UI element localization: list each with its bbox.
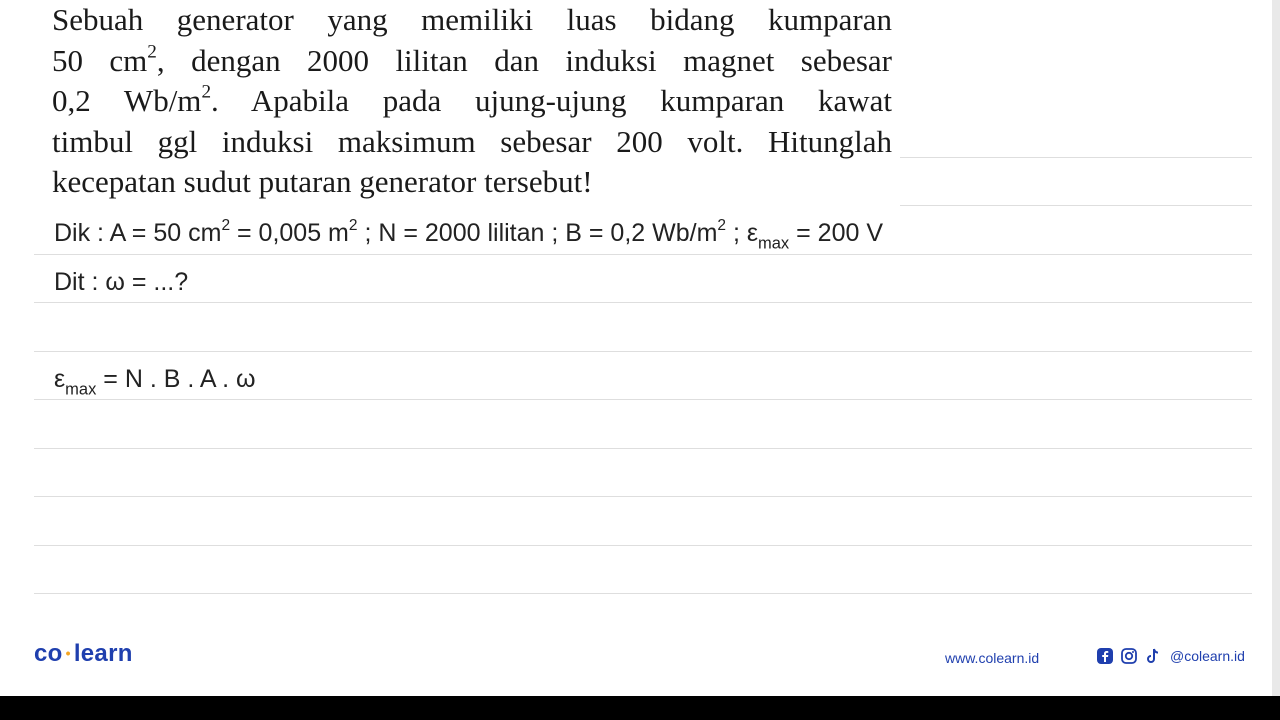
ruled-line bbox=[900, 205, 1252, 206]
social-links bbox=[1096, 647, 1245, 665]
question-text bbox=[52, 0, 892, 203]
website-url: www.colearn.id bbox=[945, 650, 1040, 666]
known-fragment: Dik : A = 50 cm bbox=[54, 219, 222, 247]
instagram-icon bbox=[1120, 647, 1138, 665]
bottom-black-bar bbox=[0, 696, 1280, 720]
asked-value: Dit : ω = ...? bbox=[54, 268, 189, 296]
right-edge-strip bbox=[1272, 0, 1280, 696]
ruled-line bbox=[34, 496, 1252, 497]
logo-part: co bbox=[34, 640, 63, 667]
ruled-line bbox=[34, 545, 1252, 546]
question-line: kecepatan sudut putaran generator tersebut! bbox=[52, 164, 593, 199]
superscript: 2 bbox=[348, 217, 358, 235]
ruled-line bbox=[34, 593, 1252, 594]
ruled-line bbox=[900, 157, 1252, 158]
tiktok-icon bbox=[1144, 647, 1162, 665]
ruled-line bbox=[34, 351, 1252, 352]
question-line: Sebuah generator yang memiliki luas bidang kumparan bbox=[52, 2, 892, 37]
ruled-line bbox=[34, 254, 1252, 255]
question-line: timbul ggl induksi maksimum sebesar 200 volt. Hitunglah bbox=[52, 123, 892, 159]
question-fragment: , dengan 2000 lilitan dan induksi magnet sebesar bbox=[156, 42, 892, 78]
question-fragment: 0,2 Wb/m bbox=[52, 83, 202, 118]
superscript: 2 bbox=[201, 81, 212, 103]
formula-rest: = N . B . A . ω bbox=[96, 365, 256, 393]
logo-dot: • bbox=[65, 645, 71, 661]
known-fragment: = 0,005 m bbox=[230, 219, 349, 247]
known-fragment: ; N = 2000 lilitan ; B = 0,2 Wb/m bbox=[357, 219, 718, 247]
question-line bbox=[52, 41, 892, 82]
emf-formula bbox=[54, 365, 256, 399]
known-fragment: = 200 V bbox=[789, 219, 884, 247]
logo-part: learn bbox=[73, 640, 133, 667]
question-fragment: 50 cm bbox=[52, 42, 148, 78]
question-fragment: . Apabila pada ujung-ujung kumparan kawat bbox=[211, 83, 892, 118]
formula-symbol: ε bbox=[54, 365, 66, 393]
subscript: max bbox=[758, 234, 790, 253]
superscript: 2 bbox=[147, 41, 157, 63]
ruled-line bbox=[34, 448, 1252, 449]
social-handle: @colearn.id bbox=[1170, 648, 1245, 664]
known-fragment: ; ε bbox=[726, 219, 759, 247]
ruled-line bbox=[34, 399, 1252, 400]
superscript: 2 bbox=[221, 217, 231, 235]
superscript: 2 bbox=[717, 217, 727, 235]
colearn-logo bbox=[34, 640, 133, 668]
known-values bbox=[54, 217, 884, 253]
ruled-line bbox=[34, 302, 1252, 303]
facebook-icon bbox=[1096, 647, 1114, 665]
question-line bbox=[52, 81, 892, 122]
subscript: max bbox=[65, 380, 97, 399]
